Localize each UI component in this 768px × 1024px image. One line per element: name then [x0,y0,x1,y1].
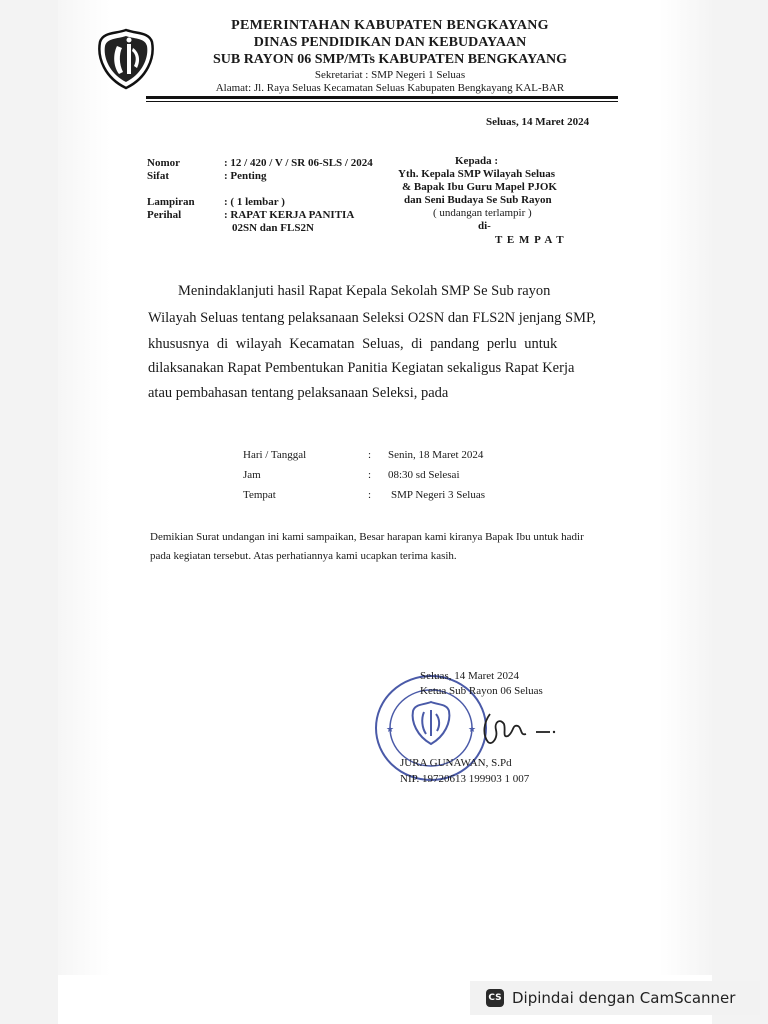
body-line-2: Wilayah Seluas tentang pelaksanaan Seleksi O2SN dan FLS2N jenjang SMP, [148,310,597,326]
letterhead-line-1: PEMERINTAHAN KABUPATEN BENGKAYANG [231,18,549,33]
schedule-hari-sep: : [368,449,372,461]
schedule-tempat-label: Tempat [243,489,276,501]
recipient-di: di- [478,220,491,232]
letterhead-rule-thin [146,101,618,102]
sifat-value: : Penting [224,170,267,182]
scan-background-right [712,0,768,1024]
document-paper [58,0,712,975]
schedule-hari-label: Hari / Tanggal [243,449,307,461]
schedule-tempat-value: SMP Negeri 3 Seluas [391,489,486,501]
nomor-label: Nomor [147,157,180,169]
recipient-line-1: Yth. Kepala SMP Wilayah Seluas [398,168,555,180]
recipient-line-2: & Bapak Ibu Guru Mapel PJOK [402,181,557,193]
camscanner-icon: CS [486,989,504,1007]
schedule-jam-sep: : [368,469,372,481]
body-line-1: Menindaklanjuti hasil Rapat Kepala Sekolah SMP Se Sub rayon [178,283,551,299]
body-line-4: dilaksanakan Rapat Pembentukan Panitia Kegiatan sekaligus Rapat Kerja [148,360,575,376]
letterhead-line-3: SUB RAYON 06 SMP/MTs KABUPATEN BENGKAYANG [212,52,568,67]
recipient-line-3: dan Seni Budaya Se Sub Rayon [404,194,552,206]
signature-place-date: Seluas, 14 Maret 2024 [420,670,519,682]
letter-date: Seluas, 14 Maret 2024 [486,116,590,128]
body-line-5: atau pembahasan tentang pelaksanaan Seleksi, pada [148,385,449,401]
signature-position: Ketua Sub Rayon 06 Seluas [420,685,543,697]
letterhead-sekretariat: Sekretariat : SMP Negeri 1 Seluas [314,69,466,81]
perihal-value-2: 02SN dan FLS2N [232,222,314,234]
schedule-jam-value: 08:30 sd Selesai [388,469,460,481]
letterhead-line-2: DINAS PENDIDIKAN DAN KEBUDAYAAN [253,35,527,50]
svg-text:★: ★ [468,724,477,734]
letterhead-address: Alamat: Jl. Raya Seluas Kecamatan Seluas Kabupaten Bengkayang KAL-BAR [215,82,565,94]
scan-background-left [0,0,58,1024]
schedule-jam-label: Jam [243,469,261,481]
handwritten-signature-icon [470,708,560,748]
camscanner-label: Dipindai dengan CamScanner [512,989,736,1007]
perihal-label: Perihal [147,209,182,221]
signature-name: JURA GUNAWAN, S.Pd [400,757,512,769]
closing-line-1: Demikian Surat undangan ini kami sampaikan, Besar harapan kami kiranya Bapak Ibu untuk hadir [150,531,584,543]
letterhead-rule-thick [146,96,618,99]
recipient-line-4: ( undangan terlampir ) [433,207,532,219]
nomor-value: : 12 / 420 / V / SR 06-SLS / 2024 [224,157,373,169]
body-line-3: khususnya di wilayah Kecamatan Seluas, di pandang perlu untuk [148,336,558,352]
schedule-hari-value: Senin, 18 Maret 2024 [388,449,484,461]
svg-text:★: ★ [386,724,395,734]
recipient-tempat: T E M P A T [495,234,565,246]
recipient-kepada: Kepada : [455,155,499,167]
sifat-label: Sifat [147,170,169,182]
lampiran-value: : ( 1 lembar ) [224,196,285,208]
closing-line-2: pada kegiatan tersebut. Atas perhatiannya kami ucapkan terima kasih. [150,550,457,562]
schedule-tempat-sep: : [368,489,372,501]
signature-nip: NIP. 19720613 199903 1 007 [400,773,530,785]
perihal-value-1: : RAPAT KERJA PANITIA [224,209,355,221]
camscanner-footer [470,981,760,1015]
regency-logo-icon [97,28,155,90]
lampiran-label: Lampiran [147,196,195,208]
